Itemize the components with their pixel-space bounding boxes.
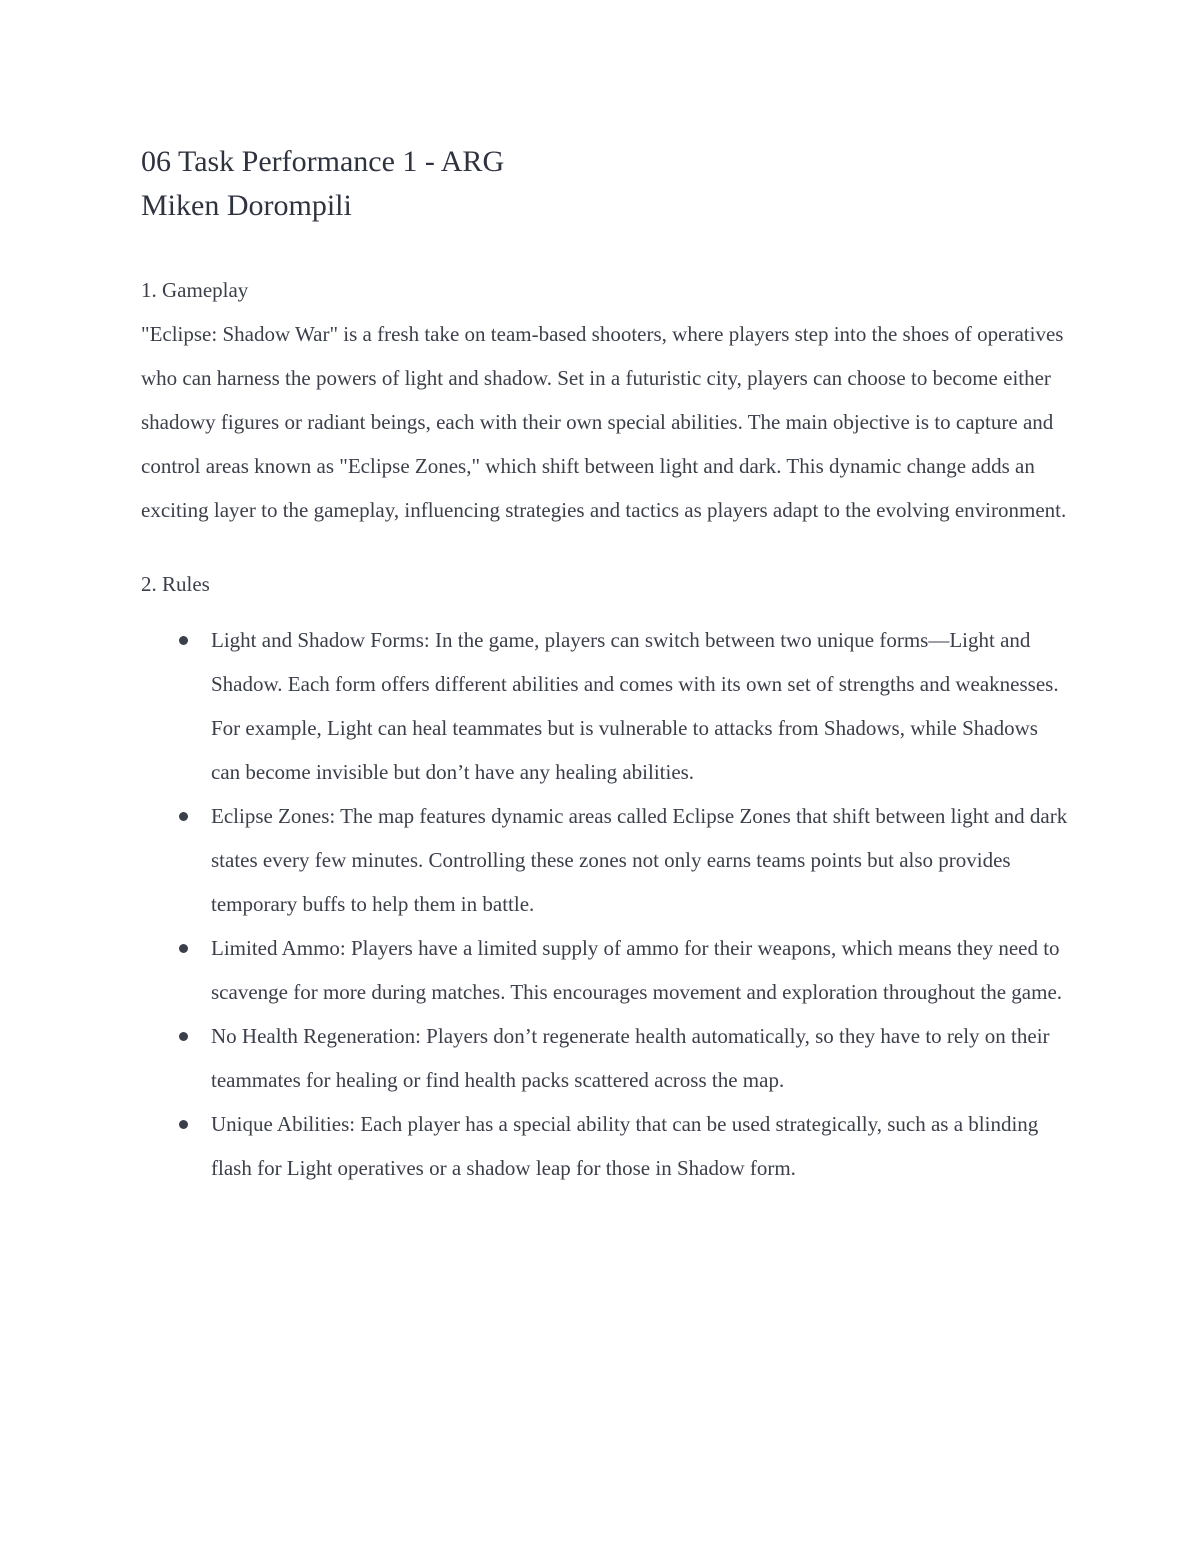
document-title: 06 Task Performance 1 - ARG [141, 145, 505, 178]
bullet-icon [179, 1032, 188, 1041]
document-author: Miken Dorompili [141, 189, 352, 222]
bullet-icon [179, 636, 188, 645]
list-item [141, 794, 1071, 926]
rule-text: Eclipse Zones: The map features dynamic areas called Eclipse Zones that shift between light and dark states every few minutes. Controlling these zones not only earns teams points but also provides temporary buffs to help them in battle. [211, 804, 1068, 916]
list-item [141, 1014, 1071, 1102]
section-heading-gameplay: 1. Gameplay [141, 278, 249, 302]
list-item [141, 1102, 1071, 1190]
rules-list [141, 618, 1071, 1190]
document-content [141, 140, 1071, 1190]
rule-text: Unique Abilities: Each player has a special ability that can be used strategically, such as a blinding flash for Light operatives or a shadow leap for those in Shadow form. [211, 1112, 1039, 1180]
bullet-icon [179, 944, 188, 953]
list-item [141, 618, 1071, 794]
bullet-icon [179, 1120, 188, 1129]
gameplay-paragraph: "Eclipse: Shadow War" is a fresh take on team-based shooters, where players step into the shoes of operatives who can harness the powers of light and shadow. Set in a futuristic city, players can choose to become either shadowy figures or radiant beings, each with their own special abilities. The main objective is to capture and control areas known as "Eclipse Zones," which shift between light and dark. This dynamic change adds an exciting layer to the gameplay, influencing strategies and tactics as players adapt to the evolving environment. [141, 322, 1067, 522]
rule-text: Limited Ammo: Players have a limited supply of ammo for their weapons, which means they need to scavenge for more during matches. This encourages movement and exploration throughout the game. [211, 936, 1063, 1004]
section-heading-rules: 2. Rules [141, 572, 210, 596]
bullet-icon [179, 812, 188, 821]
rule-text: No Health Regeneration: Players don’t regenerate health automatically, so they have to rely on their teammates for healing or find health packs scattered across the map. [211, 1024, 1050, 1092]
list-item [141, 926, 1071, 1014]
rule-text: Light and Shadow Forms: In the game, players can switch between two unique forms—Light and Shadow. Each form offers different abilities and comes with its own set of strengths and weaknesses. For example, Light can heal teammates but is vulnerable to attacks from Shadows, while Shadows can become invisible but don’t have any healing abilities. [211, 628, 1059, 784]
